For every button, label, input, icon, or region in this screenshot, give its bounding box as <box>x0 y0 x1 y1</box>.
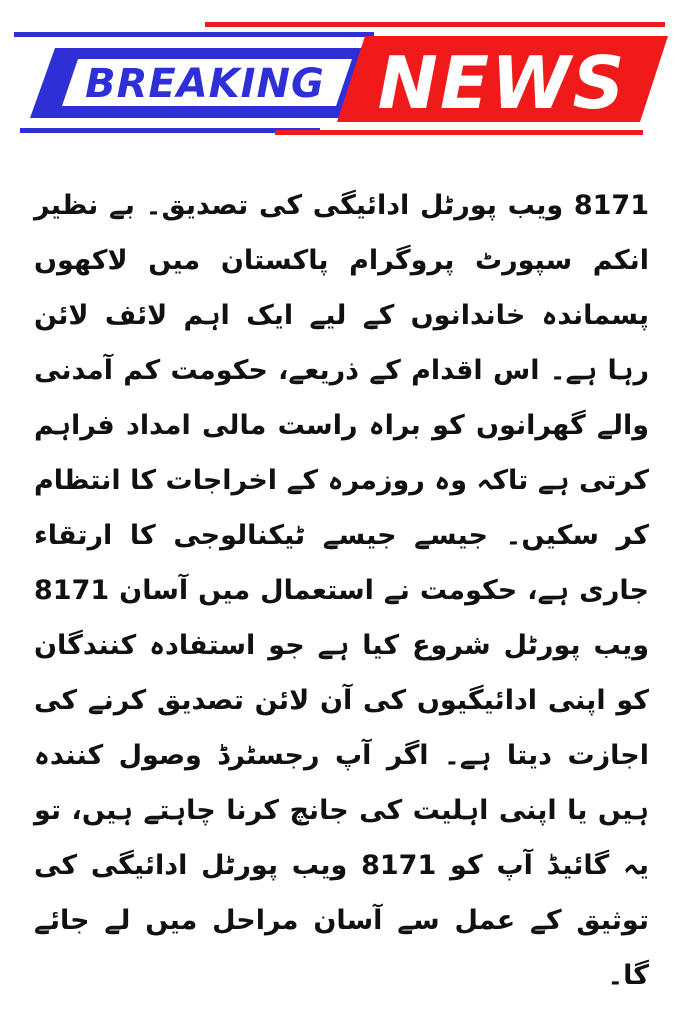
article-paragraph: 8171 ویب پورٹل ادائیگی کی تصدیق۔ بے نظیر انکم سپورٹ پروگرام پاکستان میں لاکھوں پسماندہ خاندانوں کے لیے ایک اہم لائف لائن رہا ہے۔ اس اقدام کے ذریعے، حکومت کم آمدنی والے گھرانوں کو براہ راست مالی امداد فراہم کرتی ہے تاکہ وہ روزمرہ کے اخراجات کا انتظام کر سکیں۔ جیسے جیسے ٹیکنالوجی کا ارتقاء جاری ہے، حکومت نے استعمال میں آسان 8171 ویب پورٹل شروع کیا ہے جو استفادہ کنندگان کو اپنی ادائیگیوں کی آن لائن تصدیق کرنے کی اجازت دیتا ہے۔ اگر آپ رجسٹرڈ وصول کنندہ ہیں یا اپنی اہلیت کی جانچ کرنا چاہتے ہیں، تو یہ گائیڈ آپ کو 8171 ویب پورٹل ادائیگی کی توثیق کے عمل سے آسان مراحل میں لے جائے گا۔ <box>34 190 649 991</box>
banner-bottom-red-stripe <box>275 130 643 135</box>
breaking-news-banner <box>0 0 683 160</box>
article-body <box>34 178 649 1003</box>
breaking-label: BREAKING <box>85 61 325 107</box>
banner-graphic <box>0 0 683 160</box>
banner-top-blue-stripe <box>14 32 374 37</box>
news-label: NEWS <box>377 41 627 125</box>
banner-top-red-stripe <box>205 22 665 27</box>
